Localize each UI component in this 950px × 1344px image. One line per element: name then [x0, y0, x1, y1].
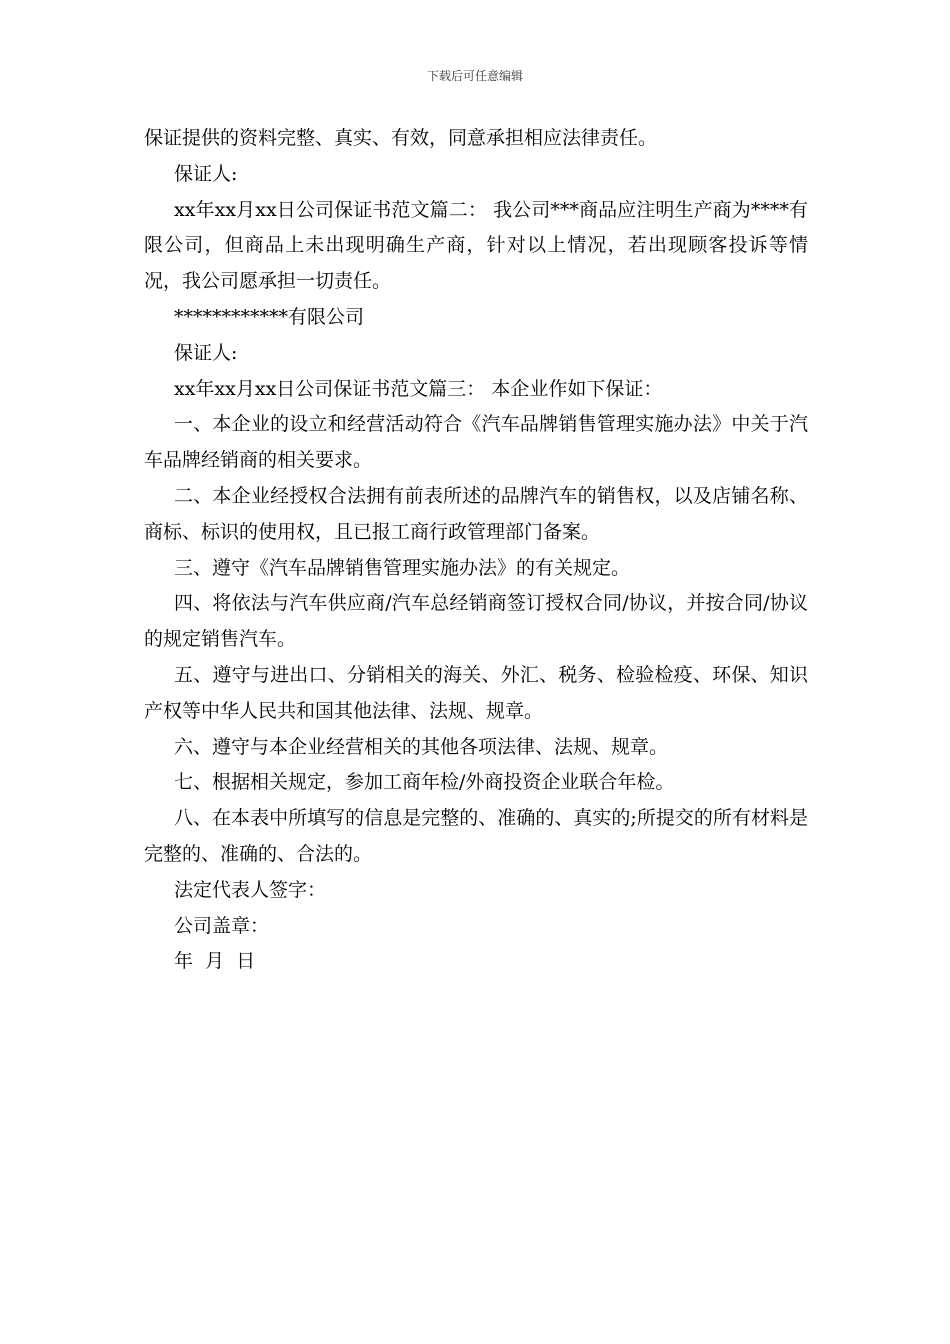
paragraph-item-8: 八、在本表中所填写的信息是完整的、准确的、真实的;所提交的所有材料是完整的、准确的、合法的。: [144, 807, 808, 865]
company-seal-label: 公司盖章：: [174, 914, 270, 937]
paragraph-item-6: 六、遵守与本企业经营相关的其他各项法律、法规、规章。: [174, 735, 669, 758]
paragraph-sample-two: xx年xx月xx日公司保证书范文篇二： 我公司***商品应注明生产商为****有限公司，但商品上未出现明确生产商，针对以上情况，若出现顾客投诉等情况，我公司愿承担一切责任。: [144, 198, 808, 293]
paragraph-sample-three: xx年xx月xx日公司保证书范文篇三： 本企业作如下保证：: [174, 377, 663, 400]
paragraph-item-7: 七、根据相关规定，参加工商年检/外商投资企业联合年检。: [174, 771, 675, 794]
legal-representative-signature-label: 法定代表人签字：: [174, 878, 327, 901]
date-line: 年 月 日: [174, 950, 256, 973]
paragraph-item-2: 二、本企业经授权合法拥有前表所述的品牌汽车的销售权，以及店铺名称、商标、标识的使用权，且已报工商行政管理部门备案。: [144, 484, 808, 543]
paragraph-guarantee-statement: 保证提供的资料完整、真实、有效，同意承担相应法律责任。: [144, 127, 658, 149]
paragraph-guarantor-label-2: 保证人:: [174, 341, 238, 364]
paragraph-item-1: 一、本企业的设立和经营活动符合《汽车品牌销售管理实施办法》中关于汽车品牌经销商的相关要求。: [144, 413, 808, 472]
document-body: [144, 121, 808, 980]
page-header-note: 下载后可任意编辑: [426, 69, 523, 83]
paragraph-company-name: ************有限公司: [174, 305, 365, 328]
paragraph-item-5: 五、遵守与进出口、分销相关的海关、外汇、税务、检验检疫、环保、知识产权等中华人民共和国其他法律、法规、规章。: [144, 663, 808, 722]
paragraph-item-3: 三、遵守《汽车品牌销售管理实施办法》的有关规定。: [174, 556, 631, 579]
paragraph-item-4: 四、将依法与汽车供应商/汽车总经销商签订授权合同/协议，并按合同/协议的规定销售汽车。: [144, 592, 808, 651]
paragraph-guarantor-label: 保证人:: [174, 162, 238, 185]
